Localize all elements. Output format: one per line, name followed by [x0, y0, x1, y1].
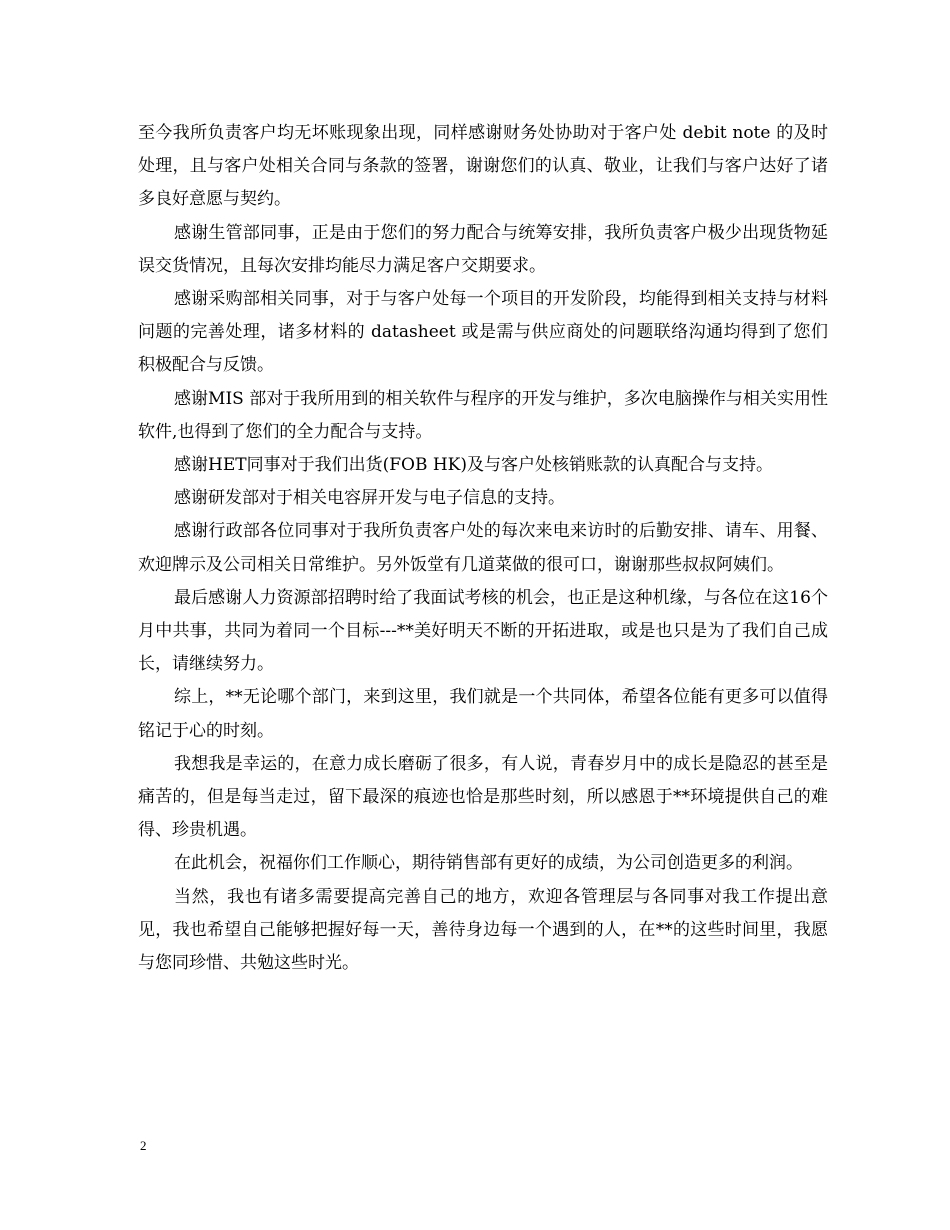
paragraph-1: 至今我所负责客户均无坏账现象出现，同样感谢财务处协助对于客户处 debit note 的及时处理，且与客户处相关合同与条款的签署，谢谢您们的认真、敬业，让我们与客户达好了诸多良好意愿与契约。 [138, 123, 828, 210]
page-number: 2 [140, 1138, 147, 1153]
paragraph-3: 感谢采购部相关同事，对于与客户处每一个项目的开发阶段，均能得到相关支持与材料问题的完善处理，诸多材料的 datasheet 或是需与供应商处的问题联络沟通均得到了您们积极配合与反馈。 [138, 289, 828, 376]
paragraph-12: 当然，我也有诸多需要提高完善自己的地方，欢迎各管理层与各同事对我工作提出意见，我也希望自己能够把握好每一天，善待身边每一个遇到的人，在**的这些时间里，我愿与您同珍惜、共勉这些时光。 [138, 886, 828, 974]
paragraph-10: 我想我是幸运的，在意力成长磨砺了很多，有人说，青春岁月中的成长是隐忍的甚至是痛苦的，但是每当走过，留下最深的痕迹也恰是那些时刻，所以感恩于**环境提供自己的难得、珍贵机遇。 [138, 753, 828, 841]
paragraph-6: 感谢研发部对于相关电容屏开发与电子信息的支持。 [174, 488, 565, 509]
paragraph-4: 感谢MIS 部对于我所用到的相关软件与程序的开发与维护，多次电脑操作与相关实用性软件,也得到了您们的全力配合与支持。 [138, 388, 828, 442]
paragraph-5: 感谢HET同事对于我们出货(FOB HK)及与客户处核销账款的认真配合与支持。 [174, 455, 773, 476]
document-body [138, 117, 828, 980]
paragraph-9: 综上，**无论哪个部门，来到这里，我们就是一个共同体，希望各位能有更多可以值得铭记于心的时刻。 [138, 687, 828, 741]
paragraph-7: 感谢行政部各位同事对于我所负责客户处的每次来电来访时的后勤安排、请车、用餐、欢迎牌示及公司相关日常维护。另外饭堂有几道菜做的很可口，谢谢那些叔叔阿姨们。 [138, 521, 828, 575]
paragraph-8: 最后感谢人力资源部招聘时给了我面试考核的机会，也正是这种机缘，与各位在这16个月中共事，共同为着同一个目标---**美好明天不断的开拓进取，或是也只是为了我们自己成长，请继续努力。 [138, 587, 828, 675]
paragraph-11: 在此机会，祝福你们工作顺心，期待销售部有更好的成绩，为公司创造更多的利润。 [174, 853, 803, 874]
paragraph-2: 感谢生管部同事，正是由于您们的努力配合与统筹安排，我所负责客户极少出现货物延误交货情况，且每次安排均能尽力满足客户交期要求。 [138, 222, 828, 276]
